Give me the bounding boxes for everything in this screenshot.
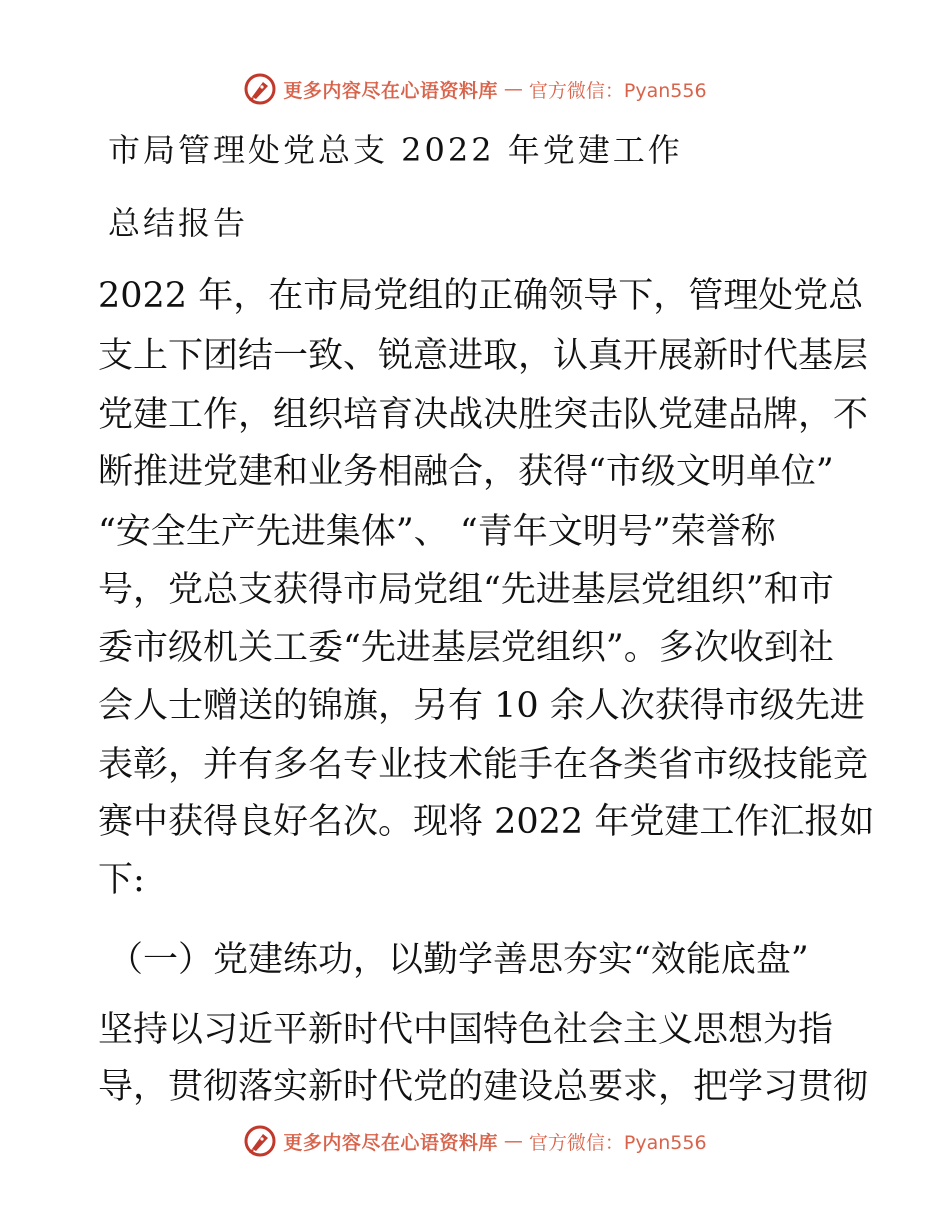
watermark-dash: — xyxy=(503,1130,523,1152)
body-line: 委市级机关工委“先进基层党组织”。多次收到社 xyxy=(98,628,834,668)
section-body-line: 导，贯彻落实新时代党的建设总要求，把学习贯彻 xyxy=(98,1067,869,1107)
body-line: “安全生产先进集体”、 “青年文明号”荣誉称 xyxy=(98,512,776,552)
section-body-line: 坚持以习近平新时代中国特色社会主义思想为指 xyxy=(98,1010,834,1050)
body-line: 断推进党建和业务相融合，获得“市级文明单位” xyxy=(98,452,834,492)
document-title-line-1: 市局管理处党总支 2022 年党建工作 xyxy=(108,131,683,169)
pen-nib-logo-icon xyxy=(243,1124,277,1158)
body-line: 支上下团结一致、锐意进取，认真开展新时代基层 xyxy=(98,336,869,376)
watermark-wechat-text: 官方微信：Pyan556 xyxy=(528,1131,707,1154)
body-line: 2022 年，在市局党组的正确领导下，管理处党总 xyxy=(98,276,864,316)
watermark-main-text: 更多内容尽在心语资料库 xyxy=(283,79,498,102)
body-line: 表彰，并有多名专业技术能手在各类省市级技能竞 xyxy=(98,745,869,785)
body-line: 赛中获得良好名次。现将 2022 年党建工作汇报如 xyxy=(98,802,875,842)
watermark-main-text: 更多内容尽在心语资料库 xyxy=(283,1131,498,1154)
body-line: 会人士赠送的锦旗，另有 10 余人次获得市级先进 xyxy=(98,686,865,726)
body-line: 党建工作，组织培育决战决胜突击队党建品牌，不 xyxy=(98,395,869,435)
document-title-line-2: 总结报告 xyxy=(108,204,249,242)
watermark-dash: — xyxy=(503,78,523,100)
body-line: 号，党总支获得市局党组“先进基层党组织”和市 xyxy=(98,570,834,610)
watermark-wechat-text: 官方微信：Pyan556 xyxy=(528,79,707,102)
section-heading: （一）党建练功，以勤学善思夯实“效能底盘” xyxy=(108,940,809,980)
pen-nib-logo-icon xyxy=(243,72,277,106)
watermark-banner-top xyxy=(0,72,950,106)
body-line: 下: xyxy=(98,860,145,900)
watermark-banner-bottom xyxy=(0,1124,950,1158)
